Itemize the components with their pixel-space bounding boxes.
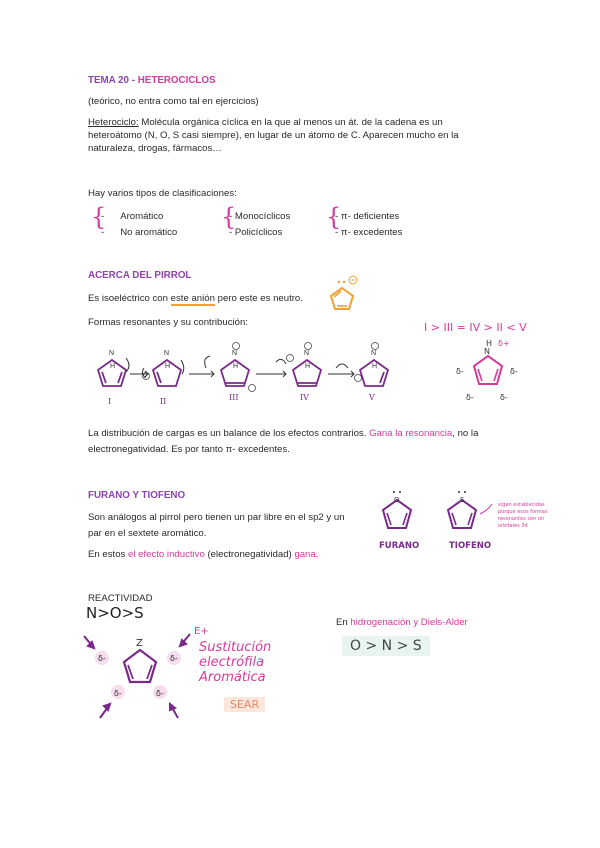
hydro-b: hidrogenación y Diels-Alder <box>350 617 468 628</box>
svg-text:δ-: δ- <box>500 393 508 402</box>
p2-c: (electronegatividad) <box>204 549 295 560</box>
note-tiofeno <box>498 502 547 530</box>
svg-text:H: H <box>165 363 171 370</box>
iso-a: Es isoeléctrico con <box>88 293 171 304</box>
pirrol-isoelectric <box>88 292 303 305</box>
classif-intro: Hay varios tipos de clasificaciones: <box>88 188 237 199</box>
p2-a: En estos <box>88 549 128 560</box>
label-furano: FURANO <box>379 541 420 551</box>
classif-col1: - Aromático - No aromático <box>101 211 178 238</box>
svg-text:δ-: δ- <box>170 654 178 663</box>
note-t-2: resonantes son un <box>498 516 545 522</box>
page-title <box>88 75 216 86</box>
furano-p1-line1: Son análogos al pirrol pero tienen un par libre en el sp2 y un <box>88 512 345 523</box>
pirrol-resonance: Formas resonantes y su contribución: <box>88 317 248 328</box>
dist-a: La distribución de cargas es un balance de los efectos contrarios. <box>88 428 370 439</box>
classif-col2 <box>229 210 290 239</box>
hydro-a: En <box>336 617 351 628</box>
svg-text:δ+: δ+ <box>498 339 510 348</box>
label-tiofeno: TIOFENO <box>449 541 492 551</box>
iso-c: pero este es neutro. <box>214 293 303 304</box>
sear-l2: electrófila <box>199 655 265 670</box>
svg-text:δ-: δ- <box>466 393 474 402</box>
svg-text:N: N <box>109 350 115 357</box>
definition-line1: Molécula orgánica cíclica en la que al menos un át. de la cadena es un <box>141 117 443 128</box>
svg-text:H: H <box>305 363 311 370</box>
svg-text:N: N <box>164 350 170 357</box>
form-label-2: II <box>160 397 167 406</box>
sear-l1: Sustitución <box>199 640 272 655</box>
hydro-heading <box>336 616 468 629</box>
svg-text:O: O <box>394 496 400 504</box>
svg-text:H: H <box>486 339 493 348</box>
classif-col3 <box>335 210 402 239</box>
svg-text:S: S <box>460 496 465 504</box>
note-t-3: orbitales 3d <box>498 523 528 529</box>
classif-col2-0: - Monocíclicos <box>229 211 291 222</box>
svg-text:N: N <box>484 347 490 356</box>
svg-text:δ-: δ- <box>114 689 122 698</box>
resonance-order: I > III = IV > II < V <box>424 321 527 334</box>
furano-p2 <box>88 548 318 561</box>
brace-3: { <box>326 203 342 231</box>
svg-text:N: N <box>232 350 238 357</box>
hydro-order: O > N > S <box>342 636 430 656</box>
form-label-5: V <box>369 393 375 402</box>
definition-line3: naturaleza, drogas, fármacos… <box>88 143 222 154</box>
classif-col2-1: - Policíclicos <box>229 227 283 238</box>
svg-text:δ-: δ- <box>456 367 464 376</box>
dist-b: Gana la resonancia <box>369 428 453 439</box>
svg-text:δ-: δ- <box>98 654 106 663</box>
note-t-0: s/gen establecidas <box>498 502 545 508</box>
pirrol-charges-diagram <box>452 338 532 410</box>
dist-c: , no la <box>452 428 479 439</box>
svg-text:δ-: δ- <box>510 367 518 376</box>
p2-b: el efecto inductivo <box>128 549 205 560</box>
sear-label <box>199 640 271 685</box>
pirrol-distribution <box>88 427 518 456</box>
iso-b: este anión <box>170 293 215 304</box>
furano-tiofeno-diagram <box>372 488 502 546</box>
brace-1: { <box>91 203 107 231</box>
sear-l3: Aromática <box>199 670 266 685</box>
hetero-atom-z: Z <box>136 638 143 649</box>
definition <box>88 116 518 155</box>
brace-2: { <box>221 203 237 231</box>
svg-text:H: H <box>233 363 239 370</box>
classif-col1-1: No aromático <box>120 227 178 238</box>
reactividad-order: N>O>S <box>86 604 144 622</box>
title-main: HETEROCICLOS <box>137 75 216 86</box>
classif-col1-0: Aromático <box>120 211 164 222</box>
form-label-3: III <box>229 393 239 402</box>
svg-text:δ-: δ- <box>156 689 164 698</box>
reactividad-heading: REACTIVIDAD <box>88 593 153 604</box>
definition-term: Heterociclo: <box>88 117 139 128</box>
classif-col3-0: - π- deficientes <box>335 211 400 222</box>
p2-d: gana <box>294 549 316 560</box>
note-t-1: porque esos formas <box>498 509 548 515</box>
classif-col3-1: - π- excedentes <box>335 227 403 238</box>
furano-heading: FURANO Y TIOFENO <box>88 490 186 501</box>
dist-line2: electronegatividad. Es por tanto π- excedentes. <box>88 444 290 455</box>
svg-text:H: H <box>110 363 116 370</box>
cyclopentadienyl-anion-icon <box>322 272 366 316</box>
furano-p1-line2: par en el sextete aromático. <box>88 528 207 539</box>
svg-text:N: N <box>304 350 310 357</box>
svg-text:H: H <box>372 363 378 370</box>
svg-text:N: N <box>371 350 377 357</box>
sear-badge: SEAR <box>224 697 265 712</box>
title-prefix: TEMA 20 - <box>88 75 138 86</box>
electrophile-label: E+ <box>194 626 209 637</box>
note: (teórico, no entra como tal en ejercicios) <box>88 96 259 107</box>
form-label-1: I <box>108 397 112 406</box>
p2-e: . <box>315 549 319 560</box>
form-label-4: IV <box>300 393 309 402</box>
resonance-forms-diagram <box>86 338 406 410</box>
definition-line2: heteroátomo (N, O, S casi siempre), en lugar de un átomo de C. Aparecen mucho en la <box>88 130 459 141</box>
furano-p1 <box>88 511 378 540</box>
pirrol-heading: ACERCA DEL PIRROL <box>88 270 192 281</box>
